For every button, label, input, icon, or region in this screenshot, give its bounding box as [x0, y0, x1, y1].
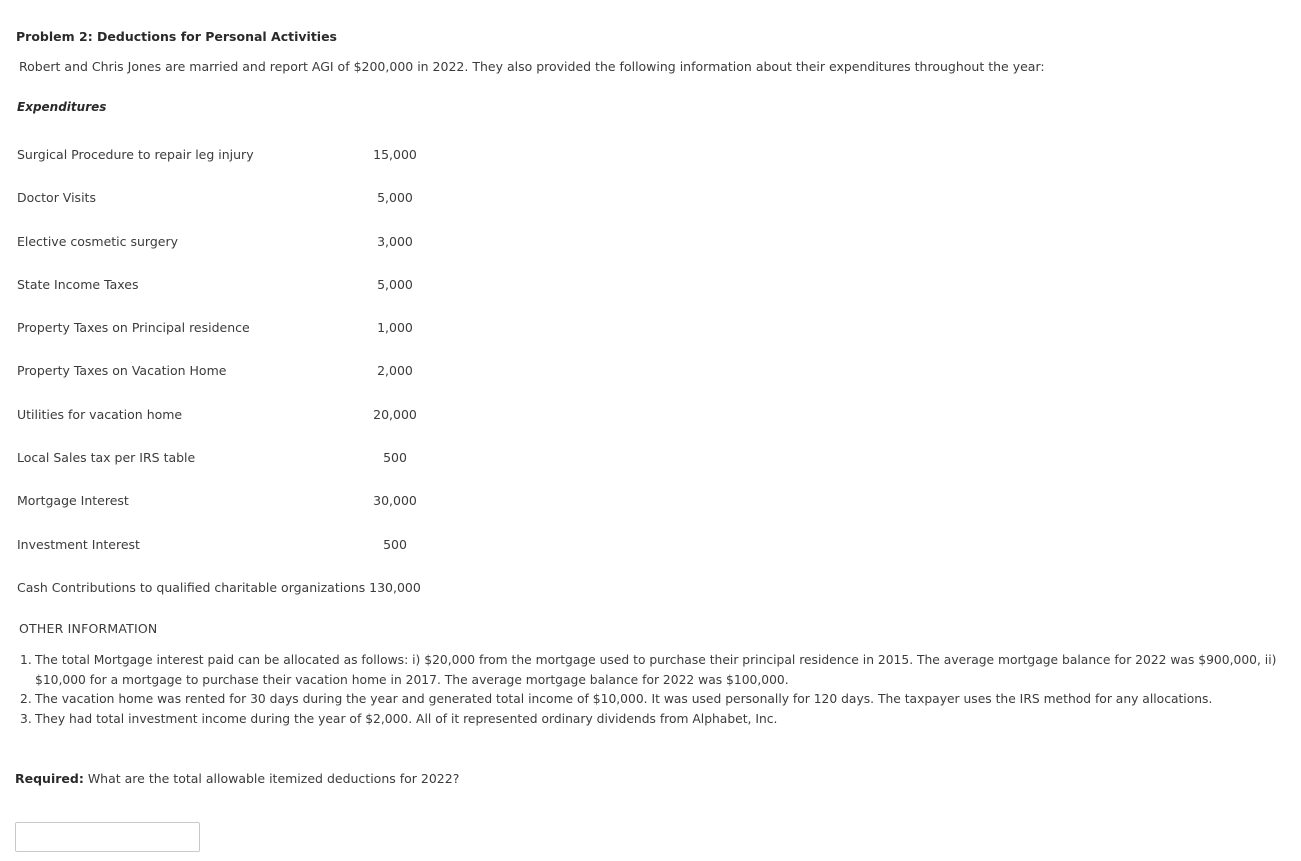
- expenditure-label: Local Sales tax per IRS table: [17, 450, 196, 466]
- expenditure-row: [17, 320, 437, 363]
- other-information-list: [20, 651, 1290, 729]
- list-item-number: 2.: [20, 692, 32, 706]
- expenditure-row: [17, 147, 437, 190]
- expenditure-value: 5,000: [377, 190, 413, 206]
- expenditure-row: [17, 363, 437, 406]
- expenditure-label: Elective cosmetic surgery: [17, 233, 179, 249]
- expenditure-row: [17, 580, 437, 623]
- expenditure-value: 130,000: [369, 579, 421, 595]
- expenditure-row: [17, 450, 437, 493]
- expenditures-heading: Expenditures: [17, 100, 107, 114]
- list-item: [20, 651, 1290, 690]
- expenditure-value: 1,000: [377, 320, 413, 336]
- required-label: Required:: [15, 771, 84, 786]
- problem-title: Problem 2: Deductions for Personal Activities: [16, 29, 337, 44]
- expenditure-value: 3,000: [377, 233, 413, 249]
- expenditure-label: Mortgage Interest: [17, 493, 129, 509]
- expenditure-value: 15,000: [373, 147, 417, 162]
- other-information-heading: OTHER INFORMATION: [19, 621, 158, 636]
- answer-input[interactable]: [15, 822, 200, 852]
- list-item-number: 1.: [20, 653, 32, 667]
- expenditure-row: [17, 493, 437, 536]
- expenditure-row: [17, 277, 437, 320]
- expenditure-row: [17, 234, 437, 277]
- list-item: [20, 690, 1290, 710]
- list-item-number: 3.: [20, 711, 32, 726]
- expenditure-value: 5,000: [377, 276, 413, 292]
- expenditure-label: Cash Contributions to qualified charitable organizations: [17, 579, 366, 595]
- expenditure-label: Surgical Procedure to repair leg injury: [17, 147, 254, 162]
- list-item-text: The total Mortgage interest paid can be allocated as follows: i) $20,000 from the mortgage used to purchase their principal residence in 2015. The average mortgage balance for 2022 was $900,000, ii) $10,000 for a mortgage to purchase their vacation home in 2017. The average mortgage balance for 2022 was $100,000.: [35, 653, 1277, 687]
- expenditure-row: [17, 190, 437, 233]
- problem-intro: Robert and Chris Jones are married and report AGI of $200,000 in 2022. They also provided the following information about their expenditures throughout the year:: [19, 59, 1045, 74]
- expenditure-label: Investment Interest: [17, 536, 140, 552]
- expenditure-label: Property Taxes on Vacation Home: [17, 363, 227, 379]
- expenditure-value: 30,000: [373, 493, 417, 509]
- expenditure-row: [17, 537, 437, 580]
- list-item: [20, 710, 1290, 730]
- expenditure-label: Doctor Visits: [17, 190, 96, 206]
- list-item-text: The vacation home was rented for 30 days during the year and generated total income of $10,000. It was used personally for 120 days. The taxpayer uses the IRS method for any allocations.: [35, 692, 1213, 706]
- expenditure-label: State Income Taxes: [17, 276, 139, 292]
- expenditure-value: 2,000: [377, 363, 413, 379]
- expenditure-row: [17, 407, 437, 450]
- expenditure-value: 500: [383, 536, 407, 552]
- expenditure-value: 500: [383, 450, 407, 466]
- expenditure-value: 20,000: [373, 406, 417, 422]
- list-item-text: They had total investment income during the year of $2,000. All of it represented ordinary dividends from Alphabet, Inc.: [35, 711, 778, 726]
- expenditure-label: Utilities for vacation home: [17, 406, 183, 422]
- expenditure-label: Property Taxes on Principal residence: [17, 320, 250, 336]
- required-question: What are the total allowable itemized deductions for 2022?: [87, 771, 460, 786]
- required-prompt: [15, 771, 459, 786]
- expenditures-table: [17, 147, 437, 623]
